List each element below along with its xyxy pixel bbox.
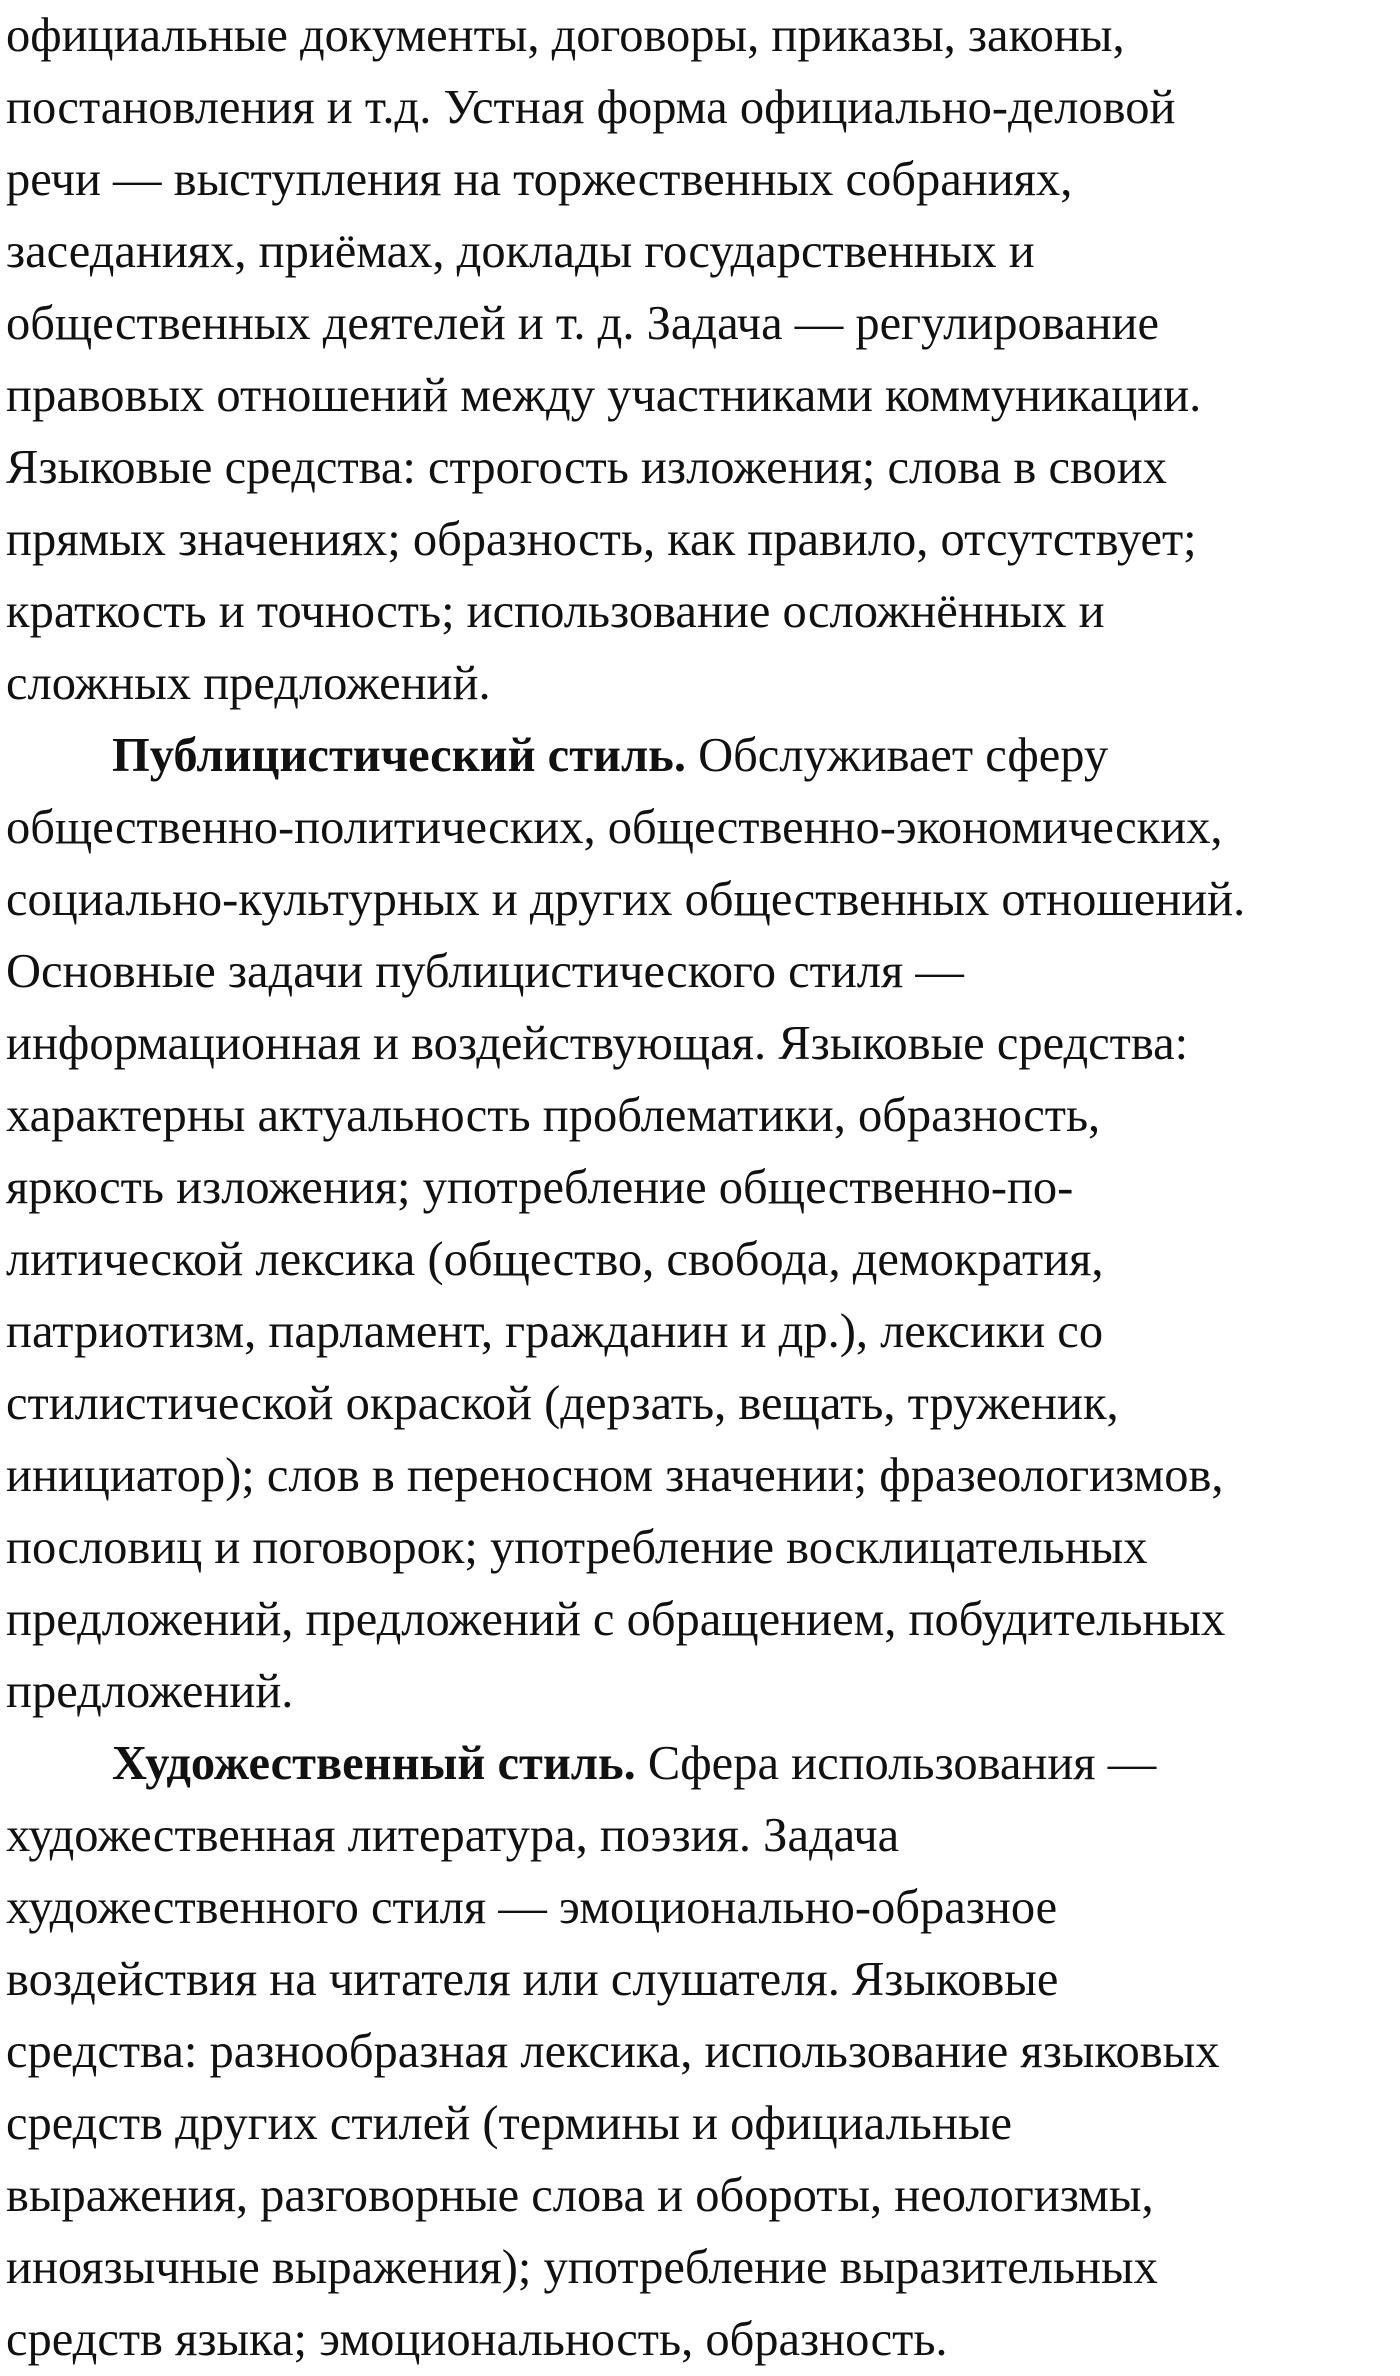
paragraph-official-style-continued (6, 0, 1398, 720)
text-line: пословиц и поговорок; употребление восклицательных (6, 1521, 1148, 1574)
text-line: выражения, разговорные слова и обороты, неологизмы, (6, 2169, 1154, 2222)
text-line: речи — выступления на торжественных собраниях, (6, 153, 1073, 206)
section-heading-artistic: Художественный стиль. (112, 1737, 636, 1790)
text-line: художественного стиля — эмоционально-образное (6, 1881, 1058, 1934)
document-page (6, 0, 1398, 2376)
text-line: общественно-политических, общественно-экономических, (6, 801, 1223, 854)
text-line: иноязычные выражения); употребление выразительных (6, 2241, 1158, 2294)
text-span: Обслуживает сферу (685, 729, 1109, 782)
paragraph-publicistic-style (6, 720, 1398, 1728)
paragraph-artistic-style (6, 1728, 1398, 2376)
text-line: литической лексика (общество, свобода, демократия, (6, 1233, 1104, 1286)
text-line: средства: разнообразная лексика, использование языковых (6, 2025, 1220, 2078)
text-span: Сфера использования — (635, 1737, 1157, 1790)
text-line: краткость и точность; использование осложнённых и (6, 585, 1105, 638)
text-line: сложных предложений. (6, 657, 491, 710)
text-line: информационная и воздействующая. Языковые средства: (6, 1017, 1189, 1070)
text-line: постановления и т.д. Устная форма официально-деловой (6, 81, 1176, 134)
text-line: воздействия на читателя или слушателя. Языковые (6, 1953, 1059, 2006)
text-line: характерны актуальность проблематики, образность, (6, 1089, 1101, 1142)
paragraph-first-line (6, 1728, 1398, 1800)
text-line: правовых отношений между участниками коммуникации. (6, 369, 1202, 422)
text-line: прямых значениях; образность, как правило, отсутствует; (6, 513, 1197, 566)
text-line: Языковые средства: строгость изложения; слова в своих (6, 441, 1167, 494)
paragraph-first-line (6, 720, 1398, 792)
text-line: средств языка; эмоциональность, образность. (6, 2313, 948, 2366)
text-line: средств других стилей (термины и официальные (6, 2097, 1012, 2150)
text-line: художественная литература, поэзия. Задача (6, 1809, 900, 1862)
text-line: предложений, предложений с обращением, побудительных (6, 1593, 1226, 1646)
text-line: социально-культурных и других общественных отношений. (6, 873, 1246, 926)
text-line: заседаниях, приёмах, доклады государственных и (6, 225, 1035, 278)
text-line: общественных деятелей и т. д. Задача — регулирование (6, 297, 1160, 350)
text-line: предложений. (6, 1665, 294, 1718)
text-line: официальные документы, договоры, приказы, законы, (6, 9, 1125, 62)
section-heading-publicistic: Публицистический стиль. (112, 729, 686, 782)
text-line: яркость изложения; употребление общественно-по- (6, 1161, 1074, 1214)
text-line: патриотизм, парламент, гражданин и др.), лексики со (6, 1305, 1104, 1358)
text-line: Основные задачи публицистического стиля — (6, 945, 964, 998)
text-line: инициатор); слов в переносном значении; фразеологизмов, (6, 1449, 1224, 1502)
text-line: стилистической окраской (дерзать, вещать, труженик, (6, 1377, 1119, 1430)
